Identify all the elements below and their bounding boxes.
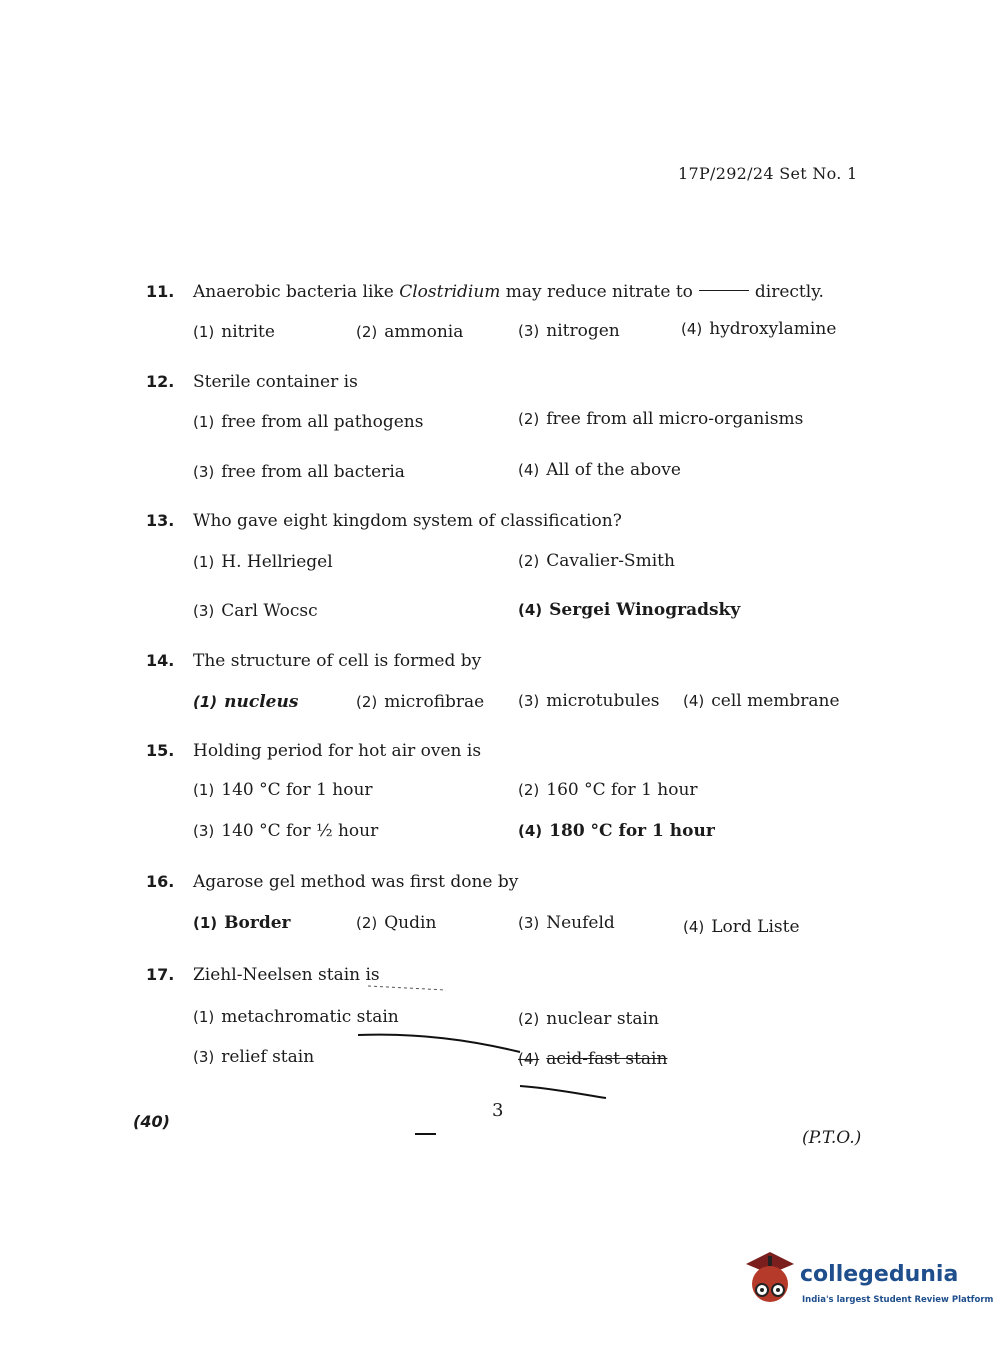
- option-14-1[interactable]: (1) nucleus: [193, 692, 299, 712]
- question-text: Agarose gel method was first done by: [193, 872, 519, 892]
- option-14-2[interactable]: (2) microfibrae: [356, 692, 485, 712]
- organism-name: Clostridium: [399, 282, 501, 302]
- option-15-3[interactable]: (3) 140 °C for ½ hour: [193, 821, 379, 841]
- option-17-1[interactable]: (1) metachromatic stain: [193, 1007, 399, 1027]
- option-15-4[interactable]: (4) 180 °C for 1 hour: [518, 821, 715, 841]
- option-11-3[interactable]: (3) nitrogen: [518, 321, 620, 341]
- page-number: 3: [492, 1100, 504, 1121]
- pto-label: (P.T.O.): [802, 1128, 862, 1148]
- question-number: 11.: [146, 282, 175, 301]
- mascot-icon: [742, 1250, 798, 1310]
- option-16-1[interactable]: (1) Border: [193, 913, 291, 933]
- question-text: Sterile container is: [193, 372, 358, 392]
- question-text: Ziehl-Neelsen stain is: [193, 965, 380, 985]
- option-11-1[interactable]: (1) nitrite: [193, 322, 275, 342]
- option-14-3[interactable]: (3) microtubules: [518, 691, 660, 711]
- question-text: Who gave eight kingdom system of classification?: [193, 511, 622, 531]
- option-11-2[interactable]: (2) ammonia: [356, 322, 464, 342]
- marks-label: (40): [133, 1112, 170, 1131]
- paper-code: 17P/292/24 Set No. 1: [678, 164, 858, 183]
- question-number: 17.: [146, 965, 175, 984]
- option-12-2[interactable]: (2) free from all micro-organisms: [518, 409, 804, 429]
- option-13-3[interactable]: (3) Carl Wocsc: [193, 601, 318, 621]
- question-number: 16.: [146, 872, 175, 891]
- option-14-4[interactable]: (4) cell membrane: [683, 691, 840, 711]
- question-number: 15.: [146, 741, 175, 760]
- option-12-1[interactable]: (1) free from all pathogens: [193, 412, 424, 432]
- option-13-2[interactable]: (2) Cavalier-Smith: [518, 551, 675, 571]
- brand-name: collegedunia: [800, 1262, 959, 1287]
- option-12-4[interactable]: (4) All of the above: [518, 460, 681, 480]
- question-text: Anaerobic bacteria like Clostridium may reduce nitrate to directly.: [193, 282, 824, 302]
- option-17-3[interactable]: (3) relief stain: [193, 1047, 315, 1067]
- question-text: Holding period for hot air oven is: [193, 741, 482, 761]
- question-text: The structure of cell is formed by: [193, 651, 482, 671]
- question-number: 13.: [146, 511, 175, 530]
- option-16-4[interactable]: (4) Lord Liste: [683, 917, 800, 937]
- question-number: 14.: [146, 651, 175, 670]
- option-15-1[interactable]: (1) 140 °C for 1 hour: [193, 780, 373, 800]
- option-17-2[interactable]: (2) nuclear stain: [518, 1009, 659, 1029]
- collegedunia-logo: [742, 1250, 994, 1320]
- option-16-2[interactable]: (2) Qudin: [356, 913, 437, 933]
- option-13-1[interactable]: (1) H. Hellriegel: [193, 552, 333, 572]
- option-12-3[interactable]: (3) free from all bacteria: [193, 462, 405, 482]
- option-17-4[interactable]: (4) acid-fast stain: [518, 1049, 668, 1069]
- option-16-3[interactable]: (3) Neufeld: [518, 913, 615, 933]
- option-11-4[interactable]: (4) hydroxylamine: [681, 319, 837, 339]
- option-15-2[interactable]: (2) 160 °C for 1 hour: [518, 780, 698, 800]
- brand-tagline: India's largest Student Review Platform: [802, 1295, 994, 1305]
- option-13-4[interactable]: (4) Sergei Winogradsky: [518, 600, 741, 620]
- question-number: 12.: [146, 372, 175, 391]
